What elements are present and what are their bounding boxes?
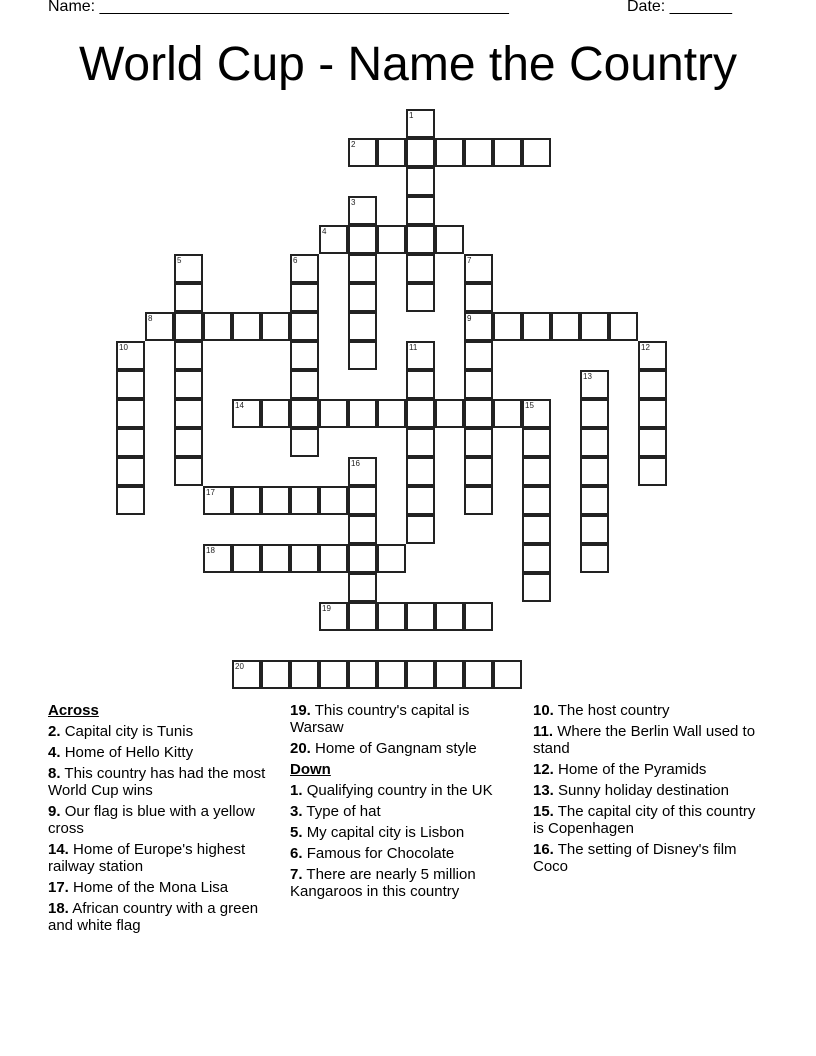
grid-cell[interactable] [290, 254, 319, 283]
date-field-label: Date: _______ [627, 0, 732, 15]
grid-cell[interactable] [348, 486, 377, 515]
grid-cell[interactable] [290, 660, 319, 689]
grid-cell[interactable] [290, 283, 319, 312]
grid-cell[interactable] [319, 399, 348, 428]
grid-cell[interactable] [551, 312, 580, 341]
grid-cell[interactable] [116, 399, 145, 428]
grid-cell[interactable] [406, 660, 435, 689]
grid-cell[interactable] [348, 660, 377, 689]
grid-cell[interactable] [493, 312, 522, 341]
grid-cell[interactable] [348, 602, 377, 631]
grid-cell[interactable] [261, 399, 290, 428]
grid-cell[interactable] [348, 254, 377, 283]
grid-cell[interactable] [348, 225, 377, 254]
grid-cell[interactable] [203, 312, 232, 341]
clue-number: 3 [351, 198, 356, 207]
grid-cell[interactable] [348, 312, 377, 341]
clue-down-10: 10. The host country [533, 702, 670, 719]
grid-cell[interactable] [116, 341, 145, 370]
grid-cell[interactable] [174, 428, 203, 457]
clue-down-11: 11. Where the Berlin Wall used to stand [533, 723, 756, 757]
grid-cell[interactable] [493, 138, 522, 167]
grid-cell[interactable] [290, 370, 319, 399]
grid-cell[interactable] [232, 544, 261, 573]
grid-cell[interactable] [174, 283, 203, 312]
grid-cell[interactable] [406, 138, 435, 167]
grid-cell[interactable] [406, 399, 435, 428]
grid-cell[interactable] [493, 399, 522, 428]
clue-down-3: 3. Type of hat [290, 803, 381, 820]
clue-across-17: 17. Home of the Mona Lisa [48, 879, 229, 896]
grid-cell[interactable] [116, 428, 145, 457]
grid-cell[interactable] [261, 486, 290, 515]
clue-number: 18 [206, 546, 215, 555]
grid-cell[interactable] [406, 167, 435, 196]
grid-cell[interactable] [406, 370, 435, 399]
grid-cell[interactable] [261, 312, 290, 341]
grid-cell[interactable] [435, 660, 464, 689]
grid-cell[interactable] [464, 312, 493, 341]
grid-cell[interactable] [522, 573, 551, 602]
clue-across-8: 8. This country has had the most World Cup wins [48, 765, 266, 799]
grid-cell[interactable] [290, 544, 319, 573]
grid-cell[interactable] [464, 341, 493, 370]
grid-cell[interactable] [174, 457, 203, 486]
grid-cell[interactable] [348, 138, 377, 167]
grid-cell[interactable] [406, 428, 435, 457]
grid-cell[interactable] [203, 544, 232, 573]
clue-number: 9 [467, 314, 472, 323]
across-heading: Across [48, 702, 99, 719]
grid-cell[interactable] [348, 515, 377, 544]
grid-cell[interactable] [580, 486, 609, 515]
clue-down-15: 15. The capital city of this country is Copenhagen [533, 803, 756, 837]
clue-down-5: 5. My capital city is Lisbon [290, 824, 465, 841]
grid-cell[interactable] [174, 341, 203, 370]
clue-number: 14 [235, 401, 244, 410]
grid-cell[interactable] [261, 544, 290, 573]
grid-cell[interactable] [406, 457, 435, 486]
clue-number: 2 [351, 140, 356, 149]
grid-cell[interactable] [348, 573, 377, 602]
clue-number: 19 [322, 604, 331, 613]
grid-cell[interactable] [406, 341, 435, 370]
grid-cell[interactable] [638, 341, 667, 370]
clue-down-16: 16. The setting of Disney's film Coco [533, 841, 737, 875]
grid-cell[interactable] [174, 312, 203, 341]
page-title: World Cup - Name the Country [78, 38, 738, 91]
grid-cell[interactable] [580, 312, 609, 341]
clue-down-13: 13. Sunny holiday destination [533, 782, 729, 799]
clue-number: 5 [177, 256, 182, 265]
grid-cell[interactable] [464, 283, 493, 312]
grid-cell[interactable] [522, 312, 551, 341]
clues-column-1 [48, 702, 278, 938]
grid-cell[interactable] [232, 486, 261, 515]
grid-cell[interactable] [348, 457, 377, 486]
grid-cell[interactable] [522, 486, 551, 515]
grid-cell[interactable] [116, 457, 145, 486]
clue-across-2: 2. Capital city is Tunis [48, 723, 194, 740]
grid-cell[interactable] [290, 399, 319, 428]
grid-cell[interactable] [580, 515, 609, 544]
grid-cell[interactable] [348, 341, 377, 370]
clue-across-20: 20. Home of Gangnam style [290, 740, 477, 757]
clues-column-2 [290, 702, 520, 904]
clue-number: 12 [641, 343, 650, 352]
clue-number: 4 [322, 227, 327, 236]
grid-cell[interactable] [638, 399, 667, 428]
clue-across-9: 9. Our flag is blue with a yellow cross [48, 803, 255, 837]
grid-cell[interactable] [348, 544, 377, 573]
clue-across-19: 19. This country's capital is Warsaw [290, 702, 470, 736]
clue-number: 20 [235, 662, 244, 671]
clue-number: 1 [409, 111, 414, 120]
grid-cell[interactable] [580, 457, 609, 486]
grid-cell[interactable] [319, 544, 348, 573]
grid-cell[interactable] [522, 544, 551, 573]
grid-cell[interactable] [261, 660, 290, 689]
grid-cell[interactable] [319, 602, 348, 631]
grid-cell[interactable] [377, 399, 406, 428]
crossword-grid [117, 110, 677, 700]
clue-across-18: 18. African country with a green and white flag [48, 900, 259, 934]
grid-cell[interactable] [406, 602, 435, 631]
grid-cell[interactable] [464, 486, 493, 515]
grid-cell[interactable] [522, 457, 551, 486]
grid-cell[interactable] [319, 486, 348, 515]
grid-cell[interactable] [377, 225, 406, 254]
grid-cell[interactable] [464, 254, 493, 283]
grid-cell[interactable] [638, 428, 667, 457]
grid-cell[interactable] [290, 486, 319, 515]
grid-cell[interactable] [522, 515, 551, 544]
grid-cell[interactable] [377, 602, 406, 631]
grid-cell[interactable] [290, 341, 319, 370]
clue-number: 11 [409, 343, 418, 352]
grid-cell[interactable] [232, 312, 261, 341]
grid-cell[interactable] [174, 254, 203, 283]
grid-cell[interactable] [406, 283, 435, 312]
grid-cell[interactable] [580, 370, 609, 399]
grid-cell[interactable] [522, 428, 551, 457]
clue-number: 16 [351, 459, 360, 468]
grid-cell[interactable] [290, 312, 319, 341]
grid-cell[interactable] [377, 544, 406, 573]
grid-cell[interactable] [406, 109, 435, 138]
grid-cell[interactable] [406, 515, 435, 544]
clue-number: 7 [467, 256, 472, 265]
clue-number: 13 [583, 372, 592, 381]
grid-cell[interactable] [638, 457, 667, 486]
clue-down-12: 12. Home of the Pyramids [533, 761, 707, 778]
grid-cell[interactable] [638, 370, 667, 399]
grid-cell[interactable] [348, 283, 377, 312]
grid-cell[interactable] [464, 399, 493, 428]
grid-cell[interactable] [580, 399, 609, 428]
clue-down-6: 6. Famous for Chocolate [290, 845, 455, 862]
grid-cell[interactable] [145, 312, 174, 341]
grid-cell[interactable] [319, 660, 348, 689]
grid-cell[interactable] [493, 660, 522, 689]
grid-cell[interactable] [174, 399, 203, 428]
clue-across-14: 14. Home of Europe's highest railway station [48, 841, 246, 875]
clue-number: 10 [119, 343, 128, 352]
grid-cell[interactable] [464, 602, 493, 631]
grid-cell[interactable] [348, 399, 377, 428]
grid-cell[interactable] [377, 660, 406, 689]
down-heading: Down [290, 761, 331, 778]
grid-cell[interactable] [319, 225, 348, 254]
grid-cell[interactable] [464, 370, 493, 399]
grid-cell[interactable] [464, 428, 493, 457]
grid-cell[interactable] [348, 196, 377, 225]
grid-cell[interactable] [609, 312, 638, 341]
clue-down-7: 7. There are nearly 5 million Kangaroos in this country [290, 866, 476, 900]
grid-cell[interactable] [435, 225, 464, 254]
grid-cell[interactable] [406, 486, 435, 515]
clue-number: 17 [206, 488, 215, 497]
grid-cell[interactable] [116, 486, 145, 515]
grid-cell[interactable] [174, 370, 203, 399]
grid-cell[interactable] [464, 457, 493, 486]
grid-cell[interactable] [406, 196, 435, 225]
grid-cell[interactable] [580, 544, 609, 573]
grid-cell[interactable] [435, 602, 464, 631]
grid-cell[interactable] [203, 486, 232, 515]
name-field-label: Name: ______________________________________________ [48, 0, 509, 15]
grid-cell[interactable] [464, 138, 493, 167]
grid-cell[interactable] [435, 138, 464, 167]
clues-column-3 [533, 702, 763, 879]
clue-number: 6 [293, 256, 298, 265]
grid-cell[interactable] [522, 138, 551, 167]
clue-number: 8 [148, 314, 153, 323]
grid-cell[interactable] [116, 370, 145, 399]
clue-number: 15 [525, 401, 534, 410]
clue-across-4: 4. Home of Hello Kitty [48, 744, 194, 761]
grid-cell[interactable] [232, 399, 261, 428]
grid-cell[interactable] [406, 254, 435, 283]
grid-cell[interactable] [377, 138, 406, 167]
grid-cell[interactable] [464, 660, 493, 689]
grid-cell[interactable] [522, 399, 551, 428]
grid-cell[interactable] [580, 428, 609, 457]
grid-cell[interactable] [290, 428, 319, 457]
grid-cell[interactable] [406, 225, 435, 254]
clue-down-1: 1. Qualifying country in the UK [290, 782, 493, 799]
grid-cell[interactable] [435, 399, 464, 428]
grid-cell[interactable] [232, 660, 261, 689]
